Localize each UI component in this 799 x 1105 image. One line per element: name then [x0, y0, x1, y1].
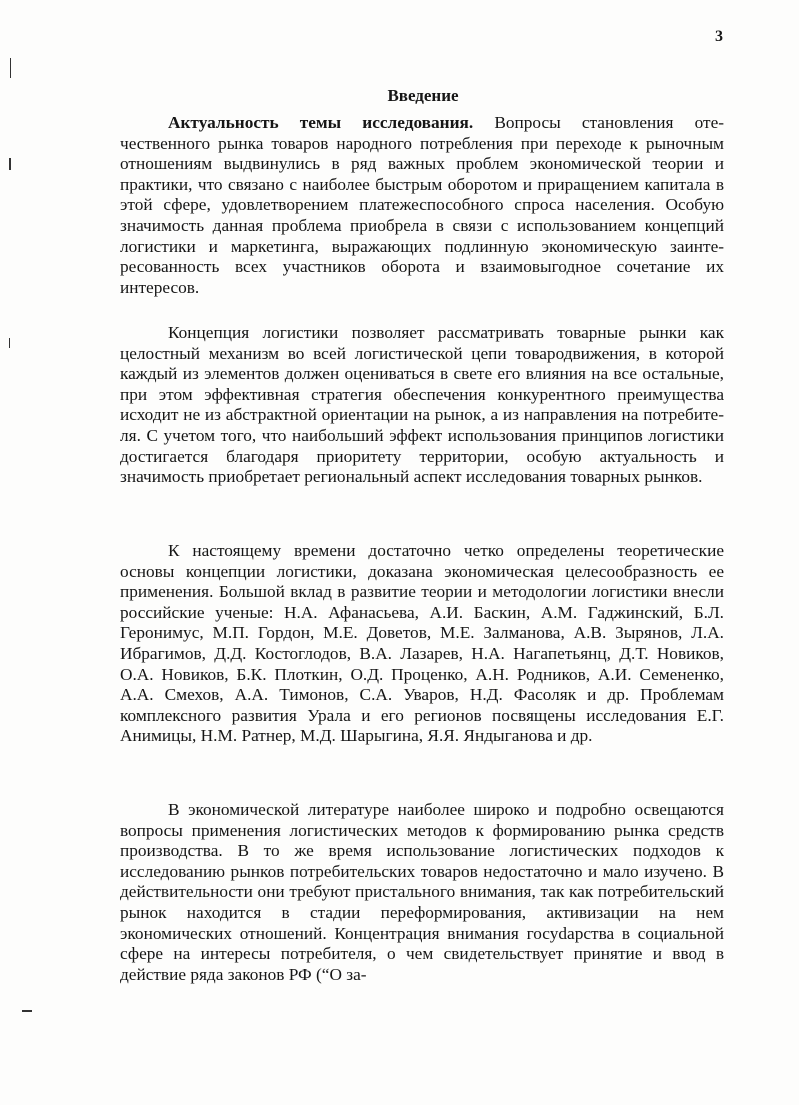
- paragraph-text: Вопросы становления отечественного рынка товаров народного потребления при переходе к рыночным отношениям выдвинулись в ряд важных проблем экономической теории и практики, что связано с наиболее быстрым оборотом и приращением капитала в этой сфере, удовлетворением платежеспособного спроса населения. Особую значимость данная проблема приобрела в связи с использованием концепций логистики и маркетинга, выражающих подлинную экономическую заинтересованность всех участников оборота и взаимовыгодное сочетание их интересов.: [120, 113, 725, 297]
- scan-margin-mark: [9, 158, 11, 170]
- paragraph-literature: [120, 800, 724, 985]
- page-number: 3: [715, 28, 723, 45]
- paragraph-lead: Актуальность темы исследования.: [168, 113, 474, 132]
- paragraph-text: Концепция логистики позволяет рассматривать товарные рынки как целостный механизм во всей логистической цепи товародвижения, в которой каждый из элементов должен оцениваться в свете его влияния на все остальные, при этом эффективная стратегия обеспечения конкурентного преимущества исходит не из абстрактной ориентации на рынок, а из направления на потребителя. С учетом того, что наибольший эффект использования принципов логистики достигается благодаря приоритету территории, особую актуальность и значимость приобретает региональный аспект исследования товарных рынков.: [120, 323, 724, 487]
- paragraph-text: К настоящему времени достаточно четко определены теоретические основы концепции логистики, доказана экономическая целесообразность ее применения. Большой вклад в развитие теории и методологии логистики внесли российские ученые: Н.А. Афанасьева, А.И. Баскин, А.М. Гаджинский, Б.Л. Геронимус, М.П. Гордон, М.Е. Доветов, М.Е. Залманова, А.В. Зырянов, Л.А. Ибрагимов, Д.Д. Костоглодов, В.А. Лазарев, Н.А. Нагапетьянц, Д.Т. Новиков, О.А. Новиков, Б.К. Плоткин, О.Д. Проценко, А.Н. Родников, А.И. Семененко, А.А. Смехов, А.А. Тимонов, С.А. Уваров, Н.Д. Фасоляк и др. Проблемам комплексного развития Урала и его регионов посвящены исследования Е.Г. Анимицы, Н.М. Ратнер, М.Д. Шарыгина, Я.Я. Яндыганова и др.: [120, 541, 724, 746]
- section-heading: Введение: [387, 86, 459, 105]
- paragraph-logistics-concept: [120, 323, 724, 488]
- paragraph-text: В экономической литературе наиболее широко и подробно освещаются вопросы применения логистических методов к формированию рынка средств производства. В то же время использование логистических подходов к исследованию рынков потребительских товаров недостаточно и мало изучено. В действительности они требуют пристального внимания, так как потребительский рынок находится в стадии переформирования, активизации на нем экономических отношений. Концентрация внимания госуdарства в социальной сфере на интересы потребителя, о чем свидетельствует принятие и ввод в действие ряда законов РФ (“О за-: [120, 800, 724, 984]
- paragraph-relevance: [120, 113, 724, 298]
- paragraph-scholars: [120, 541, 724, 747]
- scan-margin-mark: [9, 338, 10, 348]
- scan-margin-mark: [22, 1010, 32, 1012]
- scan-margin-mark: [10, 58, 11, 78]
